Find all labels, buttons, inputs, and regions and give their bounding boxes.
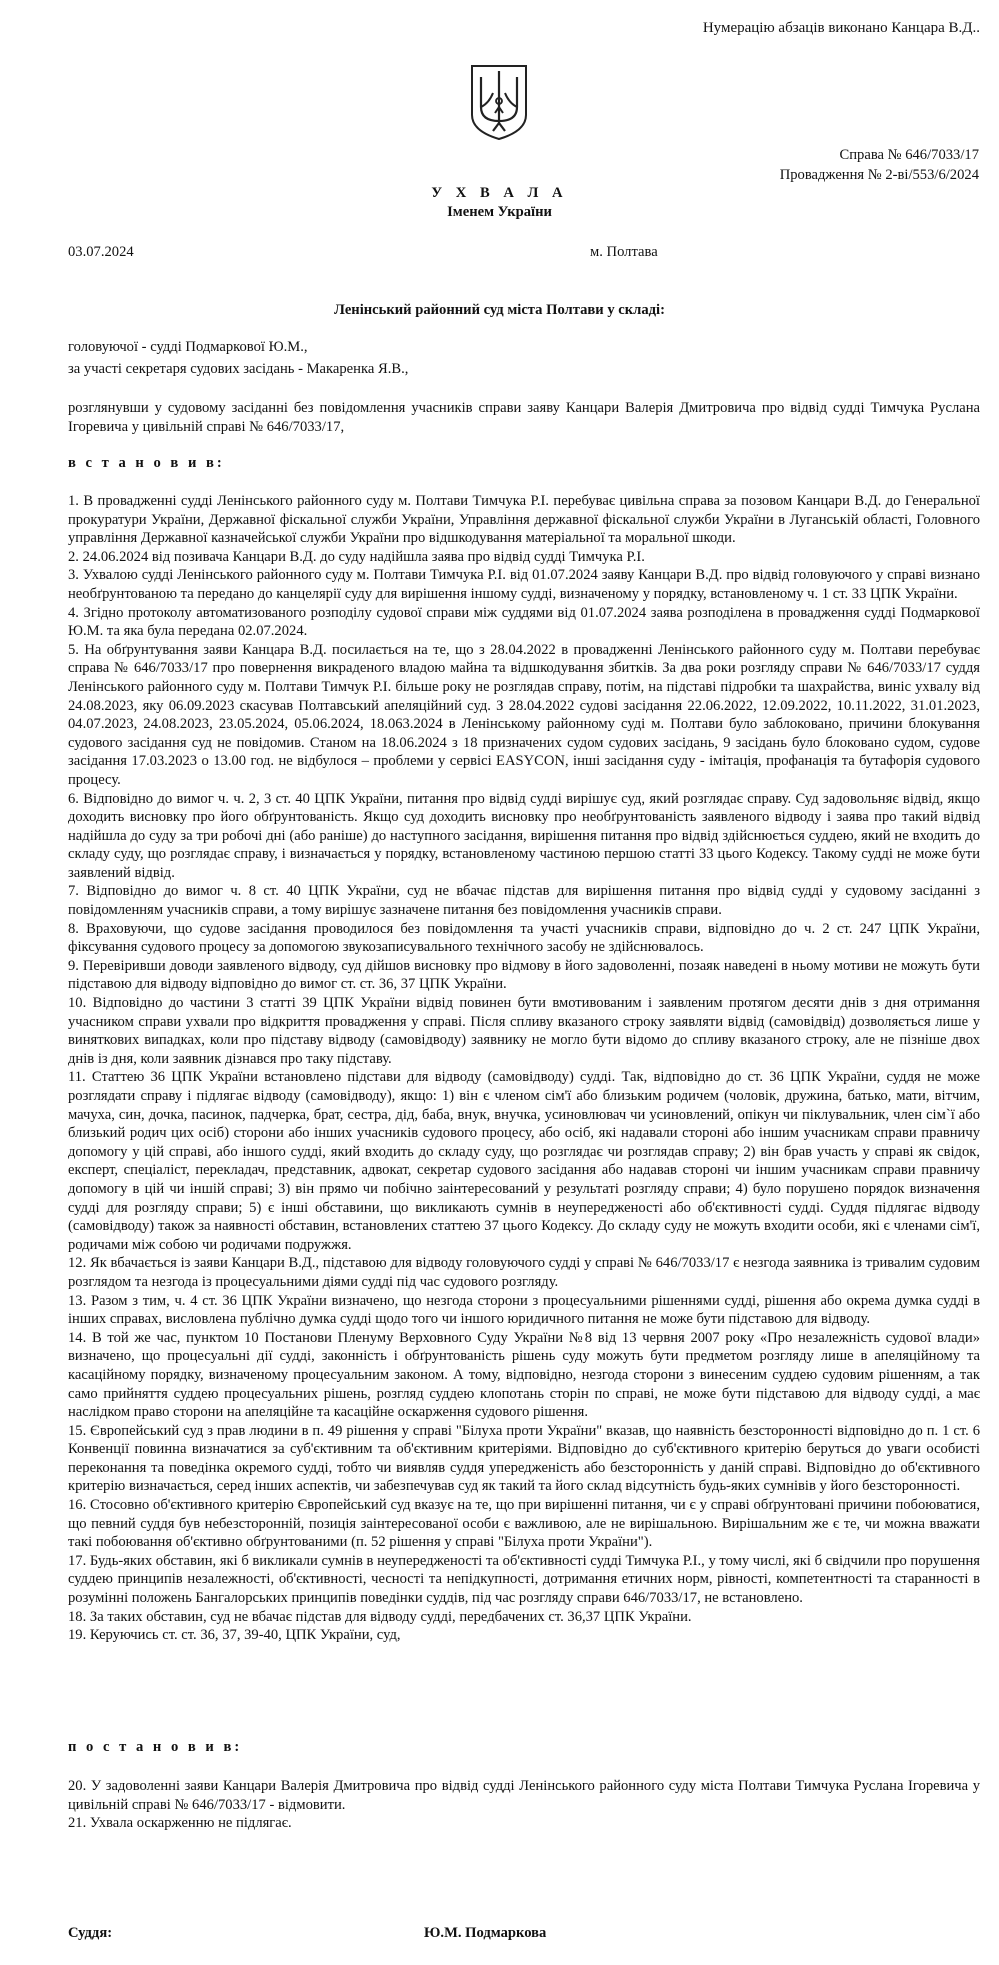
paragraph: 2. 24.06.2024 від позивача Канцари В.Д. до суду надійшла заява про відвід судді Тимчука Р.І. (68, 548, 645, 565)
signature-label: Суддя: (68, 1925, 113, 1941)
section-heading-established: в с т а н о в и в: (68, 455, 225, 471)
document-subtitle: Іменем України (447, 204, 552, 220)
paragraph: 6. Відповідно до вимог ч. ч. 2, 3 ст. 40 ЦПК України, питання про відвід судді вирішує суд, який розглядає справу. Суд задовольняє відвід, якщо доходить висновку про його обґрунтованість. Якщо суд доходить висновку про необґрунтованість заявленого відводу і заява про такий відвід надійшла до суду за три робочі дні (або раніше) до наступного засідання, вирішення питання про відвід здійснюється суддею, який не входить до складу суду, що розглядає справу, і визначається у порядку, встановленому частиною першою статті 33 цього Кодексу. Такому судді не може бути заявлений відвід. (68, 790, 980, 881)
paragraph: 14. В той же час, пунктом 10 Постанови Пленуму Верховного Суду України №8 від 13 червня 2007 року «Про незалежність судової влади» визначено, що процесуальні дії судді, законність і обґрунтованість рішень суду можуть бути предметом розгляду лише в апеляційному та касаційному порядку, визначеному процесуальним законом. А тому, відповідно, незгода сторони з винесеним суддею судовим рішенням, а так само прийняття суддею процесуальних рішень, розгляд суддею клопотань сторін по справі, не може бути підставою для відводу судді, а має наслідком право сторони на апеляційне та касаційне оскарження судового рішення. (68, 1329, 980, 1421)
signature-name: Ю.М. Подмаркова (424, 1925, 547, 1941)
paragraph: 18. За таких обставин, суд не вбачає підстав для відводу судді, передбачених ст. 36,37 ЦПК України. (68, 1608, 692, 1625)
case-number: Справа № 646/7033/17 (839, 147, 979, 163)
paragraph: 5. На обґрунтування заяви Канцара В.Д. посилається на те, що з 28.04.2022 в провадженні Ленінського районного суду м. Полтави перебуває справа № 646/7033/17 про повернення викраденого владою майна та відшкодування збитків. За два роки розгляду справи № 646/7033/17 суддя Ленінського районного суду м. Полтави Тимчук Р.І. більше року не розглядав справу, потім, на підставі підробки та шахрайства, виніс ухвалу від 24.08.2023, яку 06.09.2023 скасував Полтавський апеляційний суд. З 28.04.2022 судові засідання 22.06.2022, 12.09.2022, 10.11.2022, 31.01.2023, 04.07.2023, 24.08.2023, 23.05.2024, 05.06.2024, 18.063.2024 в Ленінському районному суді м. Полтави було заблоковано, причини блокування судового засідання суд не повідомив. Станом на 18.06.2024 з 18 призначених судом судових засідань, 9 засідань було блоковано судом, судове засідання 17.03.2023 о 13.00 год. не відбулося – проблеми у сервісі EASYCON, інші засідання суду - імітація, профанація та бутафорія судового процесу. (68, 641, 980, 788)
paragraph: 1. В провадженні судді Ленінського районного суду м. Полтави Тимчука Р.І. перебуває цивільна справа за позовом Канцари В.Д. до Генеральної прокуратури України, Державної фіскальної служби України, Управління державної фіскальної служби України в Луганській області, Головного управління Державної казначейської служби України про відшкодування матеріальної та моральної шкоди. (68, 493, 980, 547)
presiding-judge-line: головуючої - судді Подмаркової Ю.М., (68, 339, 308, 355)
paragraph: 7. Відповідно до вимог ч. 8 ст. 40 ЦПК України, суд не вбачає підстав для вирішення питання про відвід судді у судовому засіданні з повідомленням учасників справи, а тому вирішує зазначене питання без повідомлення учасників справи. (68, 883, 980, 919)
paragraph: 9. Перевіривши доводи заявленого відводу, суд дійшов висновку про відмову в його задоволенні, позаяк наведені в ньому мотиви не можуть бути підставою для відводу відповідно до вимог ст. ст. 36, 37 ЦПК України. (68, 957, 980, 993)
paragraph-numbering-note: Нумерацію абзаців виконано Канцара В.Д.. (702, 20, 980, 36)
section-heading-resolved: п о с т а н о в и в: (68, 1739, 243, 1755)
paragraph: 21. Ухвала оскарженню не підлягає. (68, 1815, 292, 1832)
court-composition-heading: Ленінський районний суд міста Полтави у складі: (334, 302, 665, 318)
established-body (68, 492, 980, 1645)
paragraph: 16. Стосовно об'єктивного критерію Європейський суд вказує на те, що при вирішенні питання, чи є у справі обґрунтовані причини побоюватися, що певний суддя був небезсторонній, позиція заінтересованої особи є важливою, але не вирішальною. Вирішальним же є те, чи можна вважати такі побоювання об'єктивно обґрунтованими (п. 52 рішення у справі "Білуха проти України"). (68, 1497, 980, 1551)
paragraph: 8. Враховуючи, що судове засідання проводилося без повідомлення та участі учасників справи, відповідно до ч. 2 ст. 247 ЦПК України, фіксування судового процесу за допомогою звукозаписувального технічного засобу не здійснювалось. (68, 920, 980, 956)
paragraph: 13. Разом з тим, ч. 4 ст. 36 ЦПК України визначено, що незгода сторони з процесуальними рішеннями судді, рішення або окрема думка судді в інших справах, висловлена публічно думка судді щодо того чи іншого юридичного питання не може бути підставою для відводу. (68, 1292, 980, 1328)
paragraph: 4. Згідно протоколу автоматизованого розподілу судової справи між суддями від 01.07.2024 заява розподілена в провадження судді Подмаркової Ю.М. та яка була передана 02.07.2024. (68, 604, 980, 640)
case-numbers (780, 145, 979, 185)
paragraph: 11. Статтею 36 ЦПК України встановлено підстави для відводу (самовідводу) судді. Так, відповідно до ст. 36 ЦПК України, суддя не може розглядати справу і підлягає відводу (самовідводу), якщо: 1) він є членом сім'ї або близьким родичем (чоловік, дружина, батько, мати, вітчим, мачуха, син, дочка, пасинок, падчерка, брат, сестра, дід, баба, внук, внучка, усиновлювач чи усиновлений, опікун чи піклувальник, член сім`ї або близький родич цих осіб) сторони або інших учасників судового процесу, або осіб, які надавали стороні або іншим учасникам справи правничу допомогу у цій справі, або іншого судді, який входить до складу суду, що розглядає чи розглядав справу; 2) він брав участь у справі як свідок, експерт, спеціаліст, перекладач, представник, адвокат, секретар судового засідання або надавав стороні чи іншим учасникам справи правничу допомогу в цій чи іншій справі; 3) він прямо чи побічно заінтересований у результаті розгляду справи; 4) було порушено порядок визначення судді для розгляду справи; 5) є інші обставини, що викликають сумнів в неупередженості або об'єктивності судді. Суддя підлягає відводу (самовідводу) також за наявності обставин, встановлених статтею 37 цього Кодексу. До складу суду не можуть входити особи, які є членами сім'ї, родичами між собою чи родичами подружжя. (68, 1069, 980, 1253)
paragraph: 3. Ухвалою судді Ленінського районного суду м. Полтави Тимчука Р.І. від 01.07.2024 заяву Канцари В.Д. про відвід головуючого у справі визнано необґрунтованою та передано до канцелярії суду для вирішення іншому судді, визначеному у порядку, встановленому ч. 1 ст. 33 ЦПК України. (68, 567, 980, 602)
secretary-line: за участі секретаря судових засідань - Макаренка Я.В., (68, 361, 409, 377)
document-title: У Х В А Л А (431, 185, 568, 201)
paragraph: 10. Відповідно до частини 3 статті 39 ЦПК України відвід повинен бути вмотивованим і заявленим протягом десяти днів з дня отримання учасником справи ухвали про відкриття провадження у справі. Після спливу вказаного строку заявляти відвід (самовідвід) дозволяється лише у виняткових випадках, коли про підставу відводу (самовідводу) заявнику не могло бути відомо до спливу вказаного строку, але не пізніше двох днів із дня, коли заявник дізнався про таку підставу. (68, 995, 980, 1067)
paragraph: 19. Керуючись ст. ст. 36, 37, 39-40, ЦПК України, суд, (68, 1627, 401, 1644)
paragraph: 20. У задоволенні заяви Канцари Валерія Дмитровича про відвід судді Ленінського районного суду міста Полтави Тимчука Руслана Ігоревича у цивільній справі № 646/7033/17 - відмовити. (68, 1778, 980, 1813)
paragraph: 17. Будь-яких обставин, які б викликали сумнів в неупередженості та об'єктивності судді Тимчука Р.І., у тому числі, які б свідчили про порушення суддею принципів незалежності, об'єктивності, чесності та непідкупності, дотримання етичних норм, рівності, компетентності та старанності в розумінні положень Бангалорських принципів поведінки суддів, під час розгляду справи 646/7033/17, не встановлено. (68, 1552, 980, 1607)
paragraph: 12. Як вбачається із заяви Канцари В.Д., підставою для відводу головуючого судді у справі № 646/7033/17 є незгода заявника із тривалим судовим розглядом та незгода із процесуальними діями судді під час судового розгляду. (68, 1255, 980, 1290)
proceeding-number: Провадження № 2-ві/553/6/2024 (779, 167, 979, 183)
trident-coat-of-arms-icon (469, 63, 529, 141)
intro-text: розглянувши у судовому засіданні без повідомлення учасників справи заяву Канцари Валерія Дмитровича про відвід судді Тимчука Руслана Ігоревича у цивільній справі № 646/7033/17, (68, 400, 980, 435)
document-date: 03.07.2024 (68, 244, 134, 260)
court-composition (68, 336, 408, 380)
resolution-body (68, 1777, 980, 1833)
paragraph: 15. Європейський суд з прав людини в п. 49 рішення у справі "Білуха проти України" вказав, що наявність безсторонності відповідно до п. 1 ст. 6 Конвенції повинна визначатися за суб'єктивним та об'єктивним критеріями. Відповідно до суб'єктивного критерію беруться до уваги особисті переконання та поведінка окремого судді, тобто чи виявляв суддя упередженість або безсторонність у даній справі. Відповідно до об'єктивного критерію визначається, серед інших аспектів, чи забезпечував суд як такий та його склад відсутність будь-яких сумнівів у його безсторонності. (68, 1422, 980, 1495)
intro-paragraph (68, 399, 980, 437)
document-city: м. Полтава (590, 244, 658, 260)
